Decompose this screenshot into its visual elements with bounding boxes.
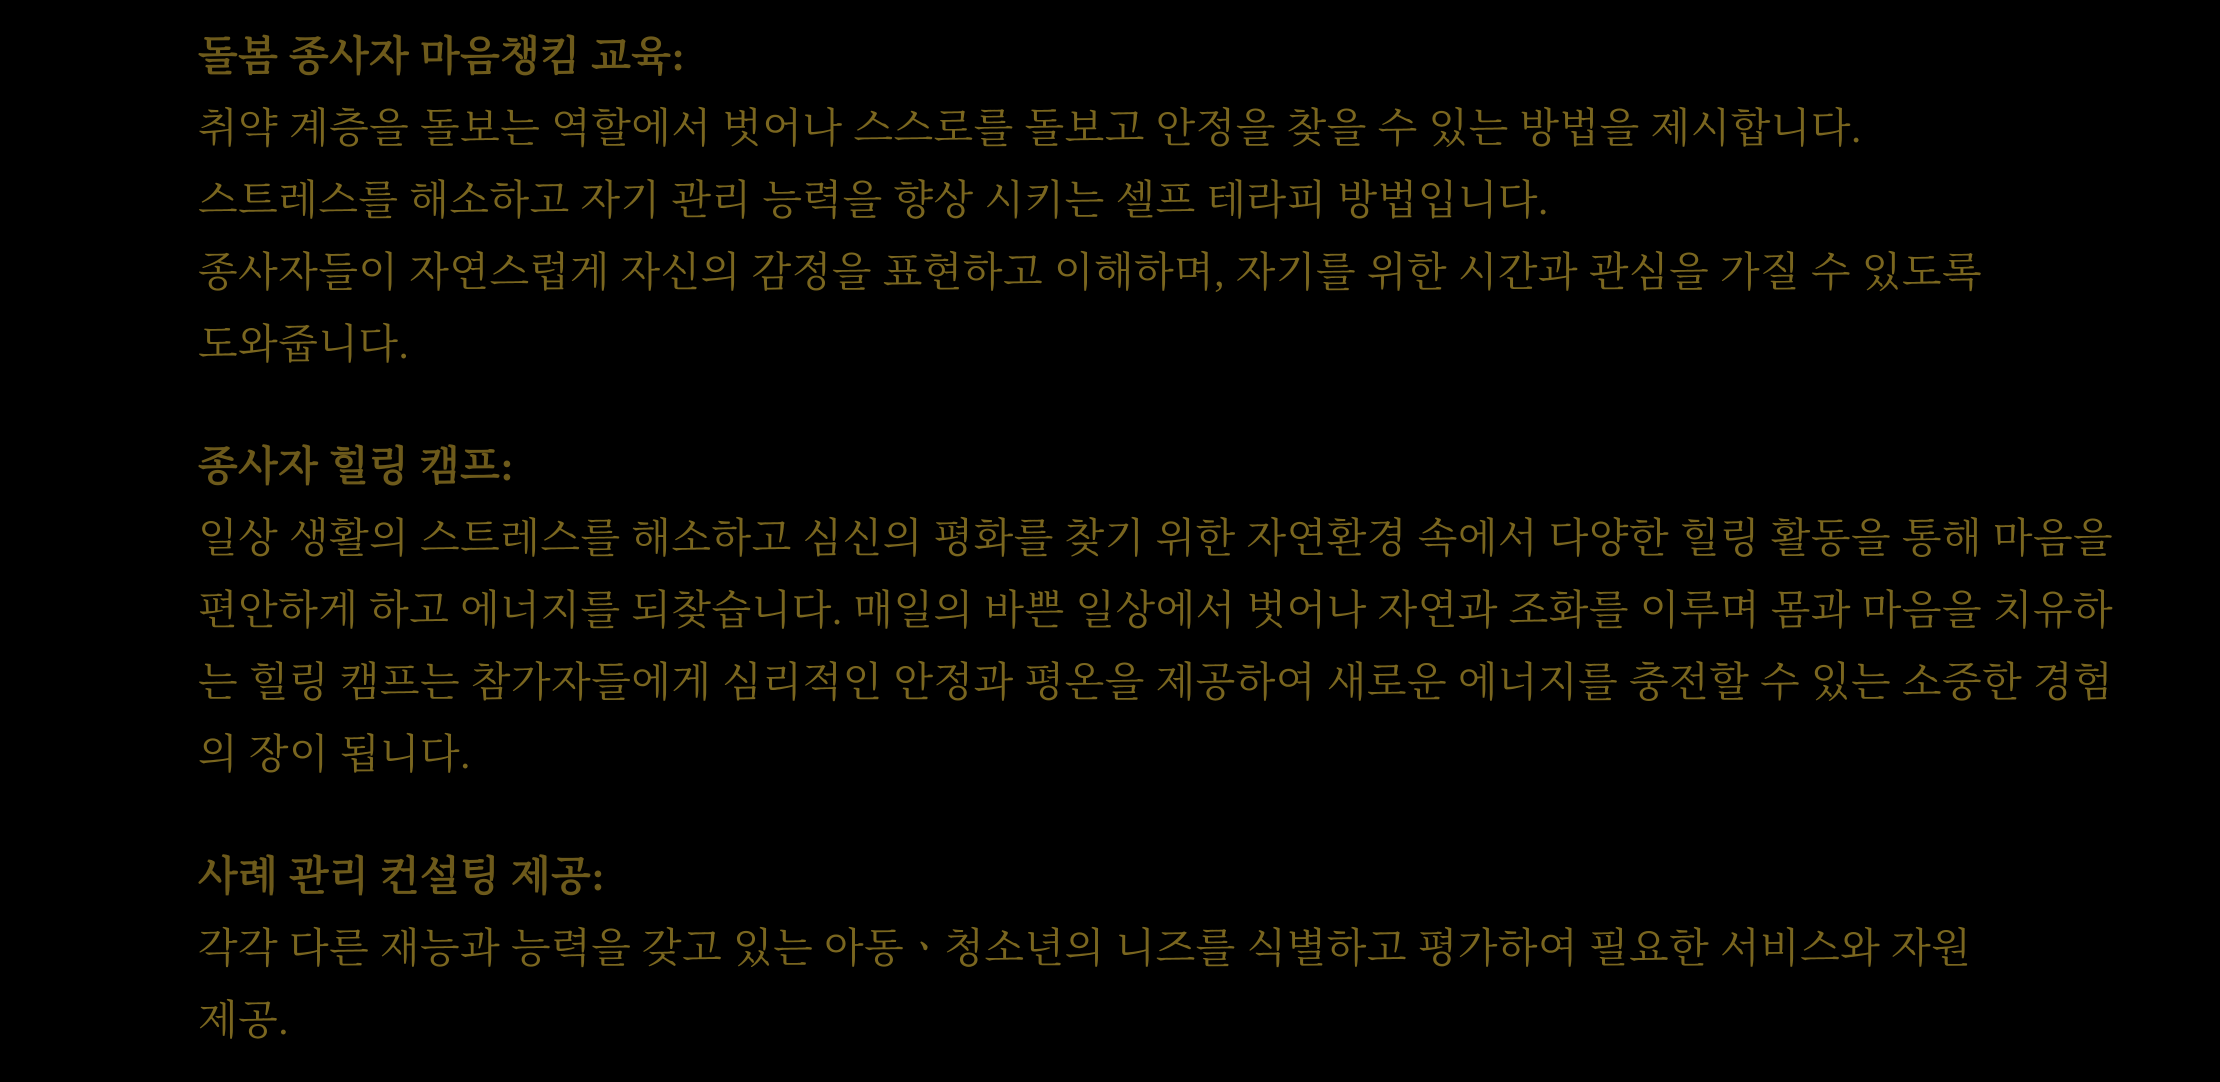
- section-mindfulness-education: [198, 20, 1983, 380]
- text-line: 일상 생활의 스트레스를 해소하고 심신의 평화를 찾기 위한 자연환경 속에서 다양한 힐링 활동을 통해 마음을: [198, 515, 2114, 561]
- text-line: 스트레스를 해소하고 자기 관리 능력을 향상 시키는 셀프 테라피 방법입니다.: [198, 177, 1549, 223]
- section-heading: 종사자 힐링 캠프:: [198, 443, 515, 489]
- text-line: 도와줍니다.: [198, 321, 410, 367]
- section-heading: 돌봄 종사자 마음챙킴 교육:: [198, 33, 686, 79]
- text-line: 편안하게 하고 에너지를 되찾습니다. 매일의 바쁜 일상에서 벗어나 자연과 조화를 이루며 몸과 마음을 치유하: [198, 587, 2114, 633]
- text-line: 는 힐링 캠프는 참가자들에게 심리적인 안정과 평온을 제공하여 새로운 에너지를 충전할 수 있는 소중한 경험: [198, 659, 2114, 705]
- text-line: 제공.: [198, 997, 289, 1043]
- section-case-management-consulting: [198, 840, 1972, 1056]
- text-line: 종사자들이 자연스럽게 자신의 감정을 표현하고 이해하며, 자기를 위한 시간과 관심을 가질 수 있도록: [198, 249, 1983, 295]
- text-line: 각각 다른 재능과 능력을 갖고 있는 아동ㆍ청소년의 니즈를 식별하고 평가하여 필요한 서비스와 자원: [198, 925, 1972, 971]
- text-line: 의 장이 됩니다.: [198, 731, 471, 777]
- text-line: 취약 계층을 돌보는 역할에서 벗어나 스스로를 돌보고 안정을 찾을 수 있는 방법을 제시합니다.: [198, 105, 1862, 151]
- slide-text-block: [198, 20, 2114, 1056]
- section-heading: 사례 관리 컨설팅 제공:: [198, 853, 606, 899]
- section-healing-camp: [198, 430, 2114, 790]
